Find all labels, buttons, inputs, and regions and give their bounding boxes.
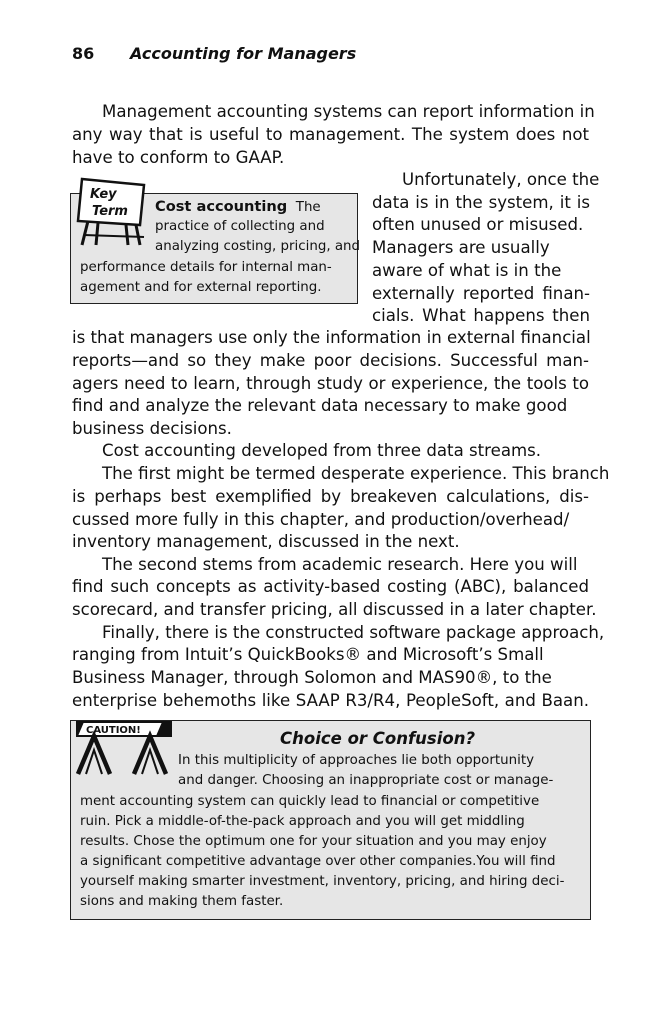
page-number: 86 (72, 44, 95, 63)
key-term-definition: analyzing costing, pricing, and (155, 239, 361, 254)
key-term-icon-text-1: Key (90, 187, 117, 202)
text-line: cussed more fully in this chapter, and production/overhead/ (72, 510, 570, 529)
caution-text-line: sions and making them faster. (80, 894, 284, 909)
text-line: is perhaps best exemplified by breakeven calculations, dis- (72, 487, 589, 506)
text-line: Managers are usually (372, 238, 550, 257)
text-line: enterprise behemoths like SAAP R3/R4, PeopleSoft, and Baan. (72, 691, 589, 710)
key-term-sign-icon (74, 175, 154, 247)
key-term-definition: agement and for external reporting. (80, 280, 322, 295)
text-line: The second stems from academic research. Here you will (102, 555, 578, 574)
text-line: agers need to learn, through study or experience, the tools to (72, 374, 589, 393)
text-line: Management accounting systems can report information in (102, 102, 595, 121)
book-title: Accounting for Managers (130, 44, 357, 63)
text-line: reports—and so they make poor decisions. Successful man- (72, 351, 589, 370)
text-line: Cost accounting developed from three data streams. (102, 441, 542, 460)
text-line: is that managers use only the information in external financial (72, 328, 591, 347)
text-line: find such concepts as activity-based costing (ABC), balanced (72, 577, 589, 596)
caution-icon-label: CAUTION! (86, 725, 141, 736)
text-line: inventory management, discussed in the next. (72, 532, 460, 551)
text-line: Business Manager, through Solomon and MAS90®, to the (72, 668, 552, 687)
text-line: scorecard, and transfer pricing, all discussed in a later chapter. (72, 600, 597, 619)
text-line: cials. What happens then (372, 306, 590, 325)
caution-title: Choice or Confusion? (280, 729, 476, 748)
caution-barricade-icon (74, 720, 174, 775)
text-line: business decisions. (72, 419, 232, 438)
text-line: The first might be termed desperate experience. This branch (102, 464, 610, 483)
text-line: Finally, there is the constructed software package approach, (102, 623, 605, 642)
text-line: aware of what is in the (372, 261, 562, 280)
text-line: often unused or misused. (372, 215, 584, 234)
text-line: find and analyze the relevant data necessary to make good (72, 396, 568, 415)
caution-text-line: a significant competitive advantage over other companies.You will find (80, 854, 556, 869)
caution-text-line: ment accounting system can quickly lead to financial or competitive (80, 794, 540, 809)
caution-text-line: In this multiplicity of approaches lie both opportunity (178, 753, 534, 768)
key-term-name: Cost accounting (155, 198, 288, 215)
key-term-icon-text-2: Term (92, 204, 128, 219)
text-line: have to conform to GAAP. (72, 148, 285, 167)
text-line: Unfortunately, once the (402, 170, 600, 189)
caution-text-line: and danger. Choosing an inappropriate cost or manage- (178, 773, 554, 788)
caution-text-line: results. Chose the optimum one for your situation and you may enjoy (80, 834, 547, 849)
key-term-definition: practice of collecting and (155, 219, 325, 234)
running-header (72, 44, 356, 63)
text-line: externally reported finan- (372, 284, 590, 303)
key-term-definition: performance details for internal man- (80, 260, 332, 275)
key-term-first-line (155, 197, 321, 218)
text-line: ranging from Intuit’s QuickBooks® and Microsoft’s Small (72, 645, 544, 664)
caution-text-line: ruin. Pick a middle-of-the-pack approach and you will get middling (80, 814, 525, 829)
caution-text-line: yourself making smarter investment, inventory, pricing, and hiring deci- (80, 874, 565, 889)
key-term-definition: The (295, 200, 321, 215)
text-line: any way that is useful to management. The system does not (72, 125, 589, 144)
text-line: data is in the system, it is (372, 193, 590, 212)
